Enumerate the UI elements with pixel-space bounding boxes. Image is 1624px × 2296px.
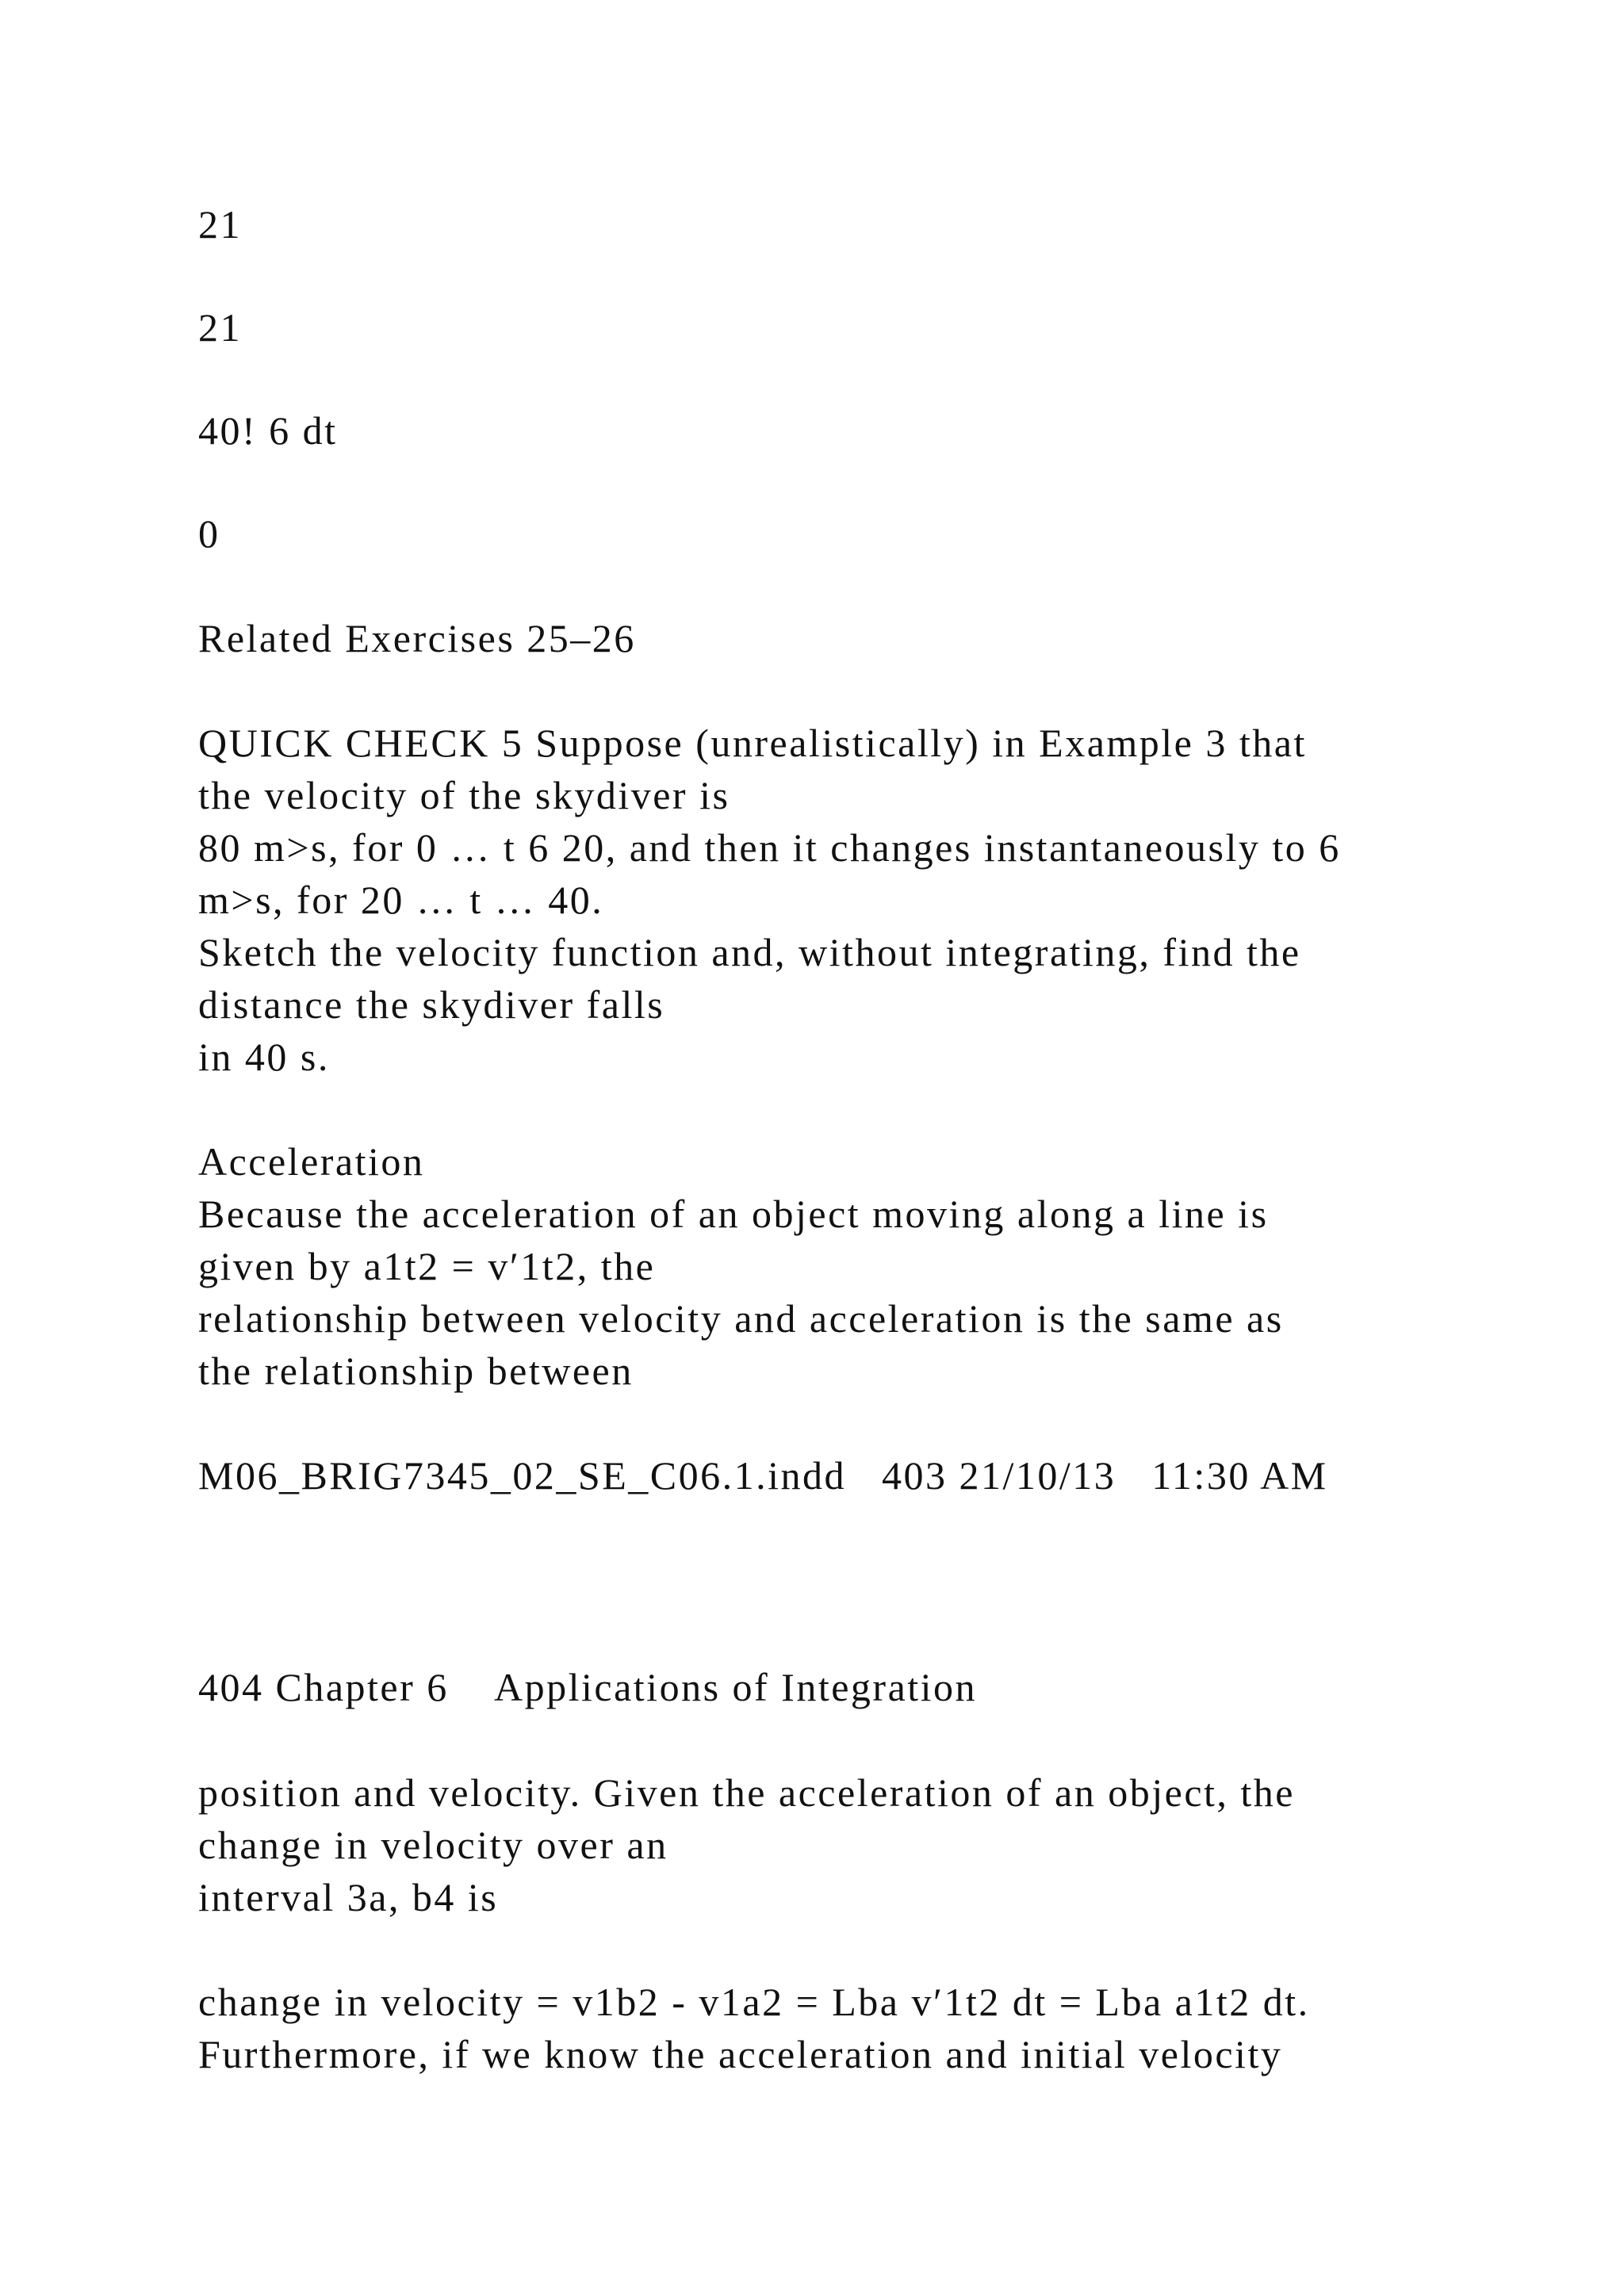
document-page (198, 0, 1546, 2296)
text-line: 21 (198, 305, 242, 350)
text-line: 80 m>s, for 0 … t 6 20, and then it changes instantaneously to 6 (198, 825, 1341, 870)
quick-check-heading: QUICK CHECK 5 Suppose (unrealistically) in Example 3 that (198, 721, 1307, 765)
text-line: Because the acceleration of an object moving along a line is (198, 1192, 1269, 1236)
section-heading: Acceleration (198, 1139, 425, 1184)
text-line: 40! 6 dt (198, 408, 338, 453)
text-line: change in velocity over an (198, 1823, 668, 1867)
text-line: Sketch the velocity function and, without integrating, find the (198, 930, 1301, 974)
text-line: 0 (198, 511, 220, 556)
text-line: position and velocity. Given the acceleration of an object, the (198, 1770, 1295, 1815)
text-line: the velocity of the skydiver is (198, 773, 730, 817)
text-line: the relationship between (198, 1349, 634, 1393)
text-line: Furthermore, if we know the acceleration and initial velocity (198, 2032, 1283, 2076)
page-header: 404 Chapter 6 Applications of Integration (198, 1665, 978, 1709)
text-line: m>s, for 20 … t … 40. (198, 878, 604, 922)
text-line: distance the skydiver falls (198, 982, 665, 1027)
file-footer: M06_BRIG7345_02_SE_C06.1.indd 403 21/10/13 11:30 AM (198, 1453, 1328, 1498)
text-line: given by a1t2 = v′1t2, the (198, 1244, 656, 1288)
text-line: relationship between velocity and acceleration is the same as (198, 1296, 1284, 1341)
text-line: interval 3a, b4 is (198, 1875, 499, 1919)
text-line: Related Exercises 25–26 (198, 616, 636, 660)
text-line: 21 (198, 202, 242, 247)
equation-line: change in velocity = v1b2 - v1a2 = Lba v′1t2 dt = Lba a1t2 dt. (198, 1980, 1310, 2024)
text-line: in 40 s. (198, 1035, 330, 1079)
